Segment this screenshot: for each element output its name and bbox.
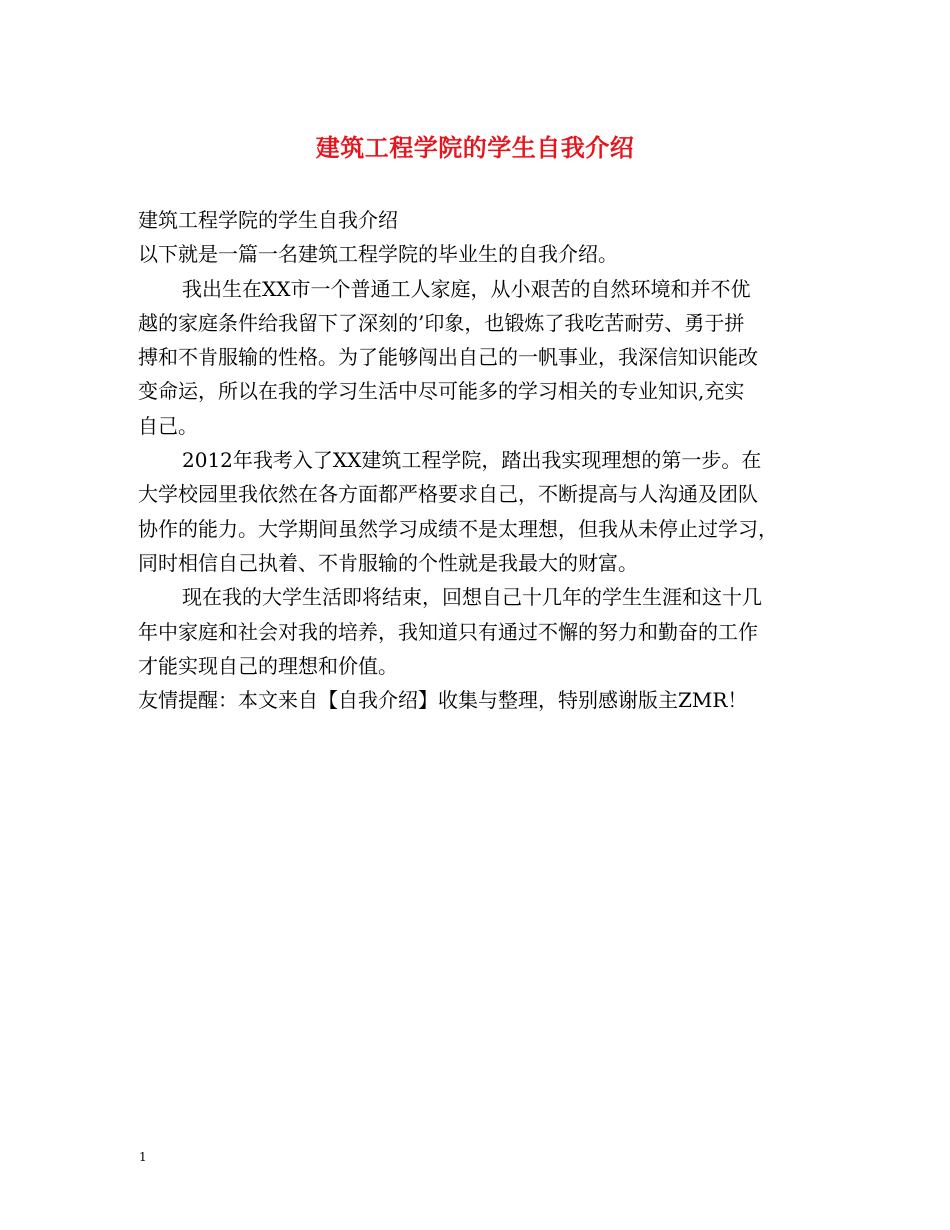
page-number: 1 [139, 1150, 147, 1164]
document-body [138, 203, 818, 717]
paragraph-2-line-4: 同时相信自己执着、不肯服输的个性就是我最大的财富。 [138, 550, 638, 575]
paragraph-3-line-2: 年中家庭和社会对我的培养，我知道只有通过不懈的努力和勤奋的工作 [138, 619, 758, 644]
document-title: 建筑工程学院的学生自我介绍 [315, 133, 635, 162]
paragraph-1-line-2: 越的家庭条件给我留下了深刻的’印象，也锻炼了我吃苦耐劳、勇于拼 [138, 310, 745, 335]
paragraph-2-line-2: 大学校园里我依然在各方面都严格要求自己，不断提高与人沟通及团队 [138, 482, 758, 507]
subtitle-line: 建筑工程学院的学生自我介绍 [138, 208, 398, 232]
paragraph-3-line-1: 现在我的大学生活即将结束，回想自己十几年的学生生涯和这十几 [182, 585, 762, 610]
paragraph-1-line-4: 变命运，所以在我的学习生活中尽可能多的学习相关的专业知识,充实 [138, 379, 745, 404]
paragraph-1-line-3: 搏和不肯服输的性格。为了能够闯出自己的一帆事业，我深信知识能改 [138, 345, 758, 370]
paragraph-2-line-1: 2012年我考入了XX建筑工程学院，踏出我实现理想的第一步。在 [182, 448, 762, 473]
intro-line: 以下就是一篇一名建筑工程学院的毕业生的自我介绍。 [138, 242, 618, 267]
paragraph-2-line-3: 协作的能力。大学期间虽然学习成绩不是太理想，但我从未停止过学习， [138, 516, 778, 541]
paragraph-1-line-1: 我出生在XX市一个普通工人家庭，从小艰苦的自然环境和并不优 [182, 276, 751, 301]
paragraph-3-line-3: 才能实现自己的理想和价值。 [138, 653, 398, 678]
paragraph-1-line-5: 自己。 [138, 413, 198, 438]
reminder-line: 友情提醒：本文来自【自我介绍】收集与整理，特别感谢版主ZMR！ [138, 688, 748, 713]
